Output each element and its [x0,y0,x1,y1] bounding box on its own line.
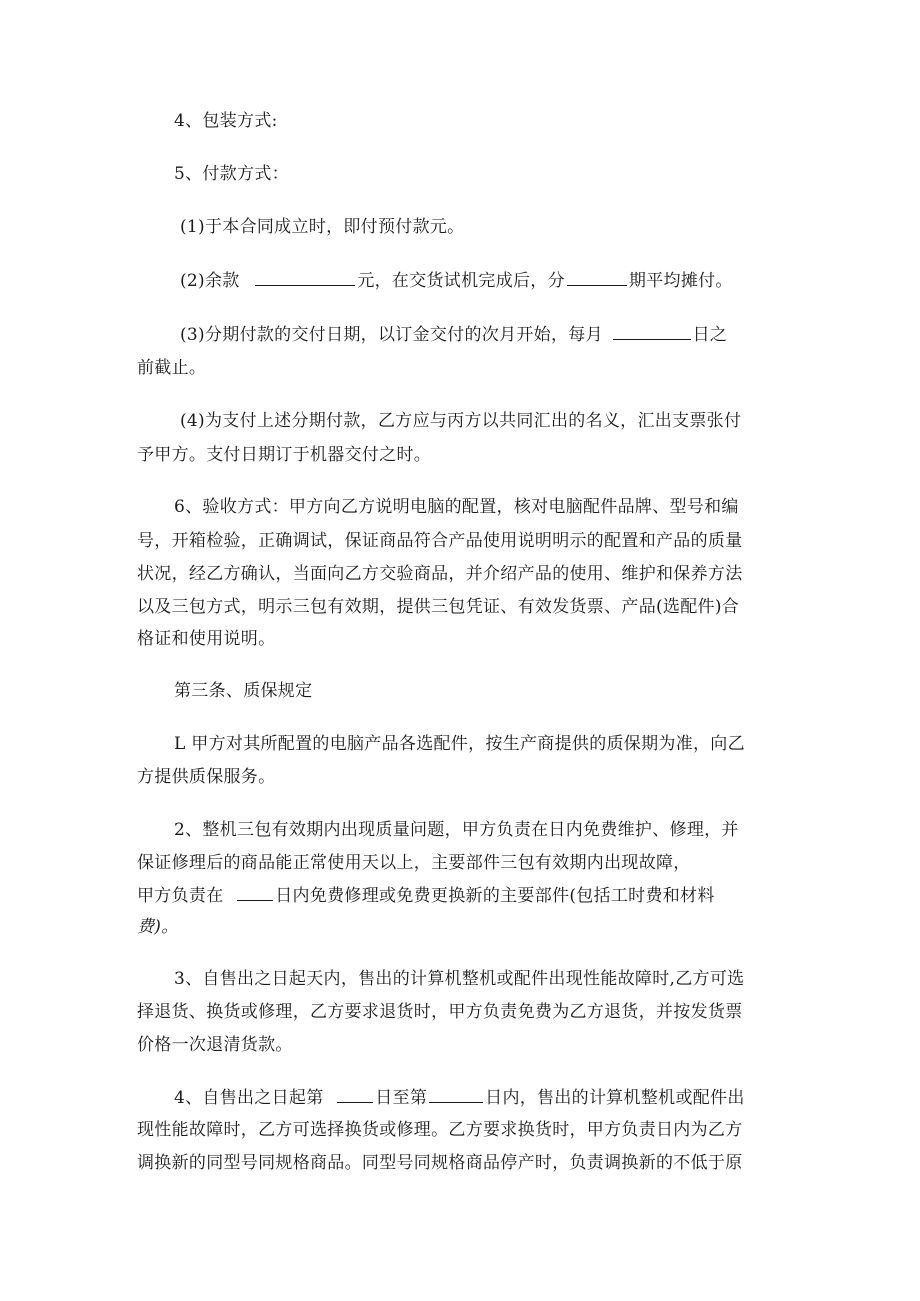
item5-payment [174,163,289,185]
item6-text-2: 号，开箱检验，正确调试，保证商品符合产品使用说明明示的配置和产品的质量 [137,531,743,551]
quality-2-text-3b: 日内免费修理或免费更换新的主要部件(包括工时费和材料 [275,886,715,906]
quality-4-text-2: 现性能故障时，乙方可选择换货或修理。乙方要求换货时，甲方负责日内为乙方 [137,1120,743,1140]
item6-text-5: 格证和使用说明。 [137,629,276,649]
payment-clause-4-line1 [180,410,741,432]
quality-1-line2 [137,766,275,788]
blank-repair-days [237,884,273,901]
item4-packing [174,110,278,132]
blank-end-day [429,1086,483,1103]
quality-2-line3 [137,884,715,907]
payment-clause-3-b: 日之 [692,325,728,345]
quality-2-text-3a: 甲方负责在 [137,886,224,906]
item6-line4 [137,596,739,618]
payment-clause-4-line2 [137,444,431,466]
payment-clause-4-a: (4)为支付上述分期付款，乙方应与丙方以共同汇出的名义，汇出支票张付 [180,411,742,431]
quality-4-text-3: 调换新的同型号同规格商品。同型号同规格商品停产时，负责调换新的不低于原 [137,1153,743,1173]
item6-line2 [137,530,743,552]
quality-2-line4 [137,916,179,938]
payment-clause-3-line1 [180,323,727,346]
blank-installments [567,269,627,286]
quality-4-line2 [137,1119,743,1141]
item6-line3 [137,563,743,585]
payment-clause-1-text: (1)于本合同成立时，即付预付款元。 [180,217,465,237]
quality-2-text-4: 费)。 [137,917,179,937]
payment-clause-2-c: 期平均摊付。 [628,271,733,291]
quality-4-line3 [137,1152,743,1174]
item6-text-4: 以及三包方式，明示三包有效期，提供三包凭证、有效发货票、产品(选配件)合 [137,597,740,617]
quality-3-text-2: 择退货、换货或修理，乙方要求退货时，甲方负责免费为乙方退货，并按发货票 [137,1002,743,1022]
payment-clause-3-line2 [137,357,206,379]
quality-1-text-2: 方提供质保服务。 [137,767,276,787]
quality-3-text-3: 价格一次退清货款。 [137,1035,293,1055]
payment-clause-4-b: 予甲方。支付日期订于机器交付之时。 [137,445,432,465]
item6-text-3: 状况，经乙方确认，当面向乙方交验商品，并介绍产品的使用、维护和保养方法 [137,564,743,584]
item6-line1 [174,496,739,518]
quality-4-text-1b: 日至第 [375,1088,428,1108]
blank-remaining-amount [255,269,355,286]
payment-clause-2 [180,269,733,292]
item6-text-1: 6、验收方式：甲方向乙方说明电脑的配置，核对电脑配件品牌、型号和编 [174,497,739,517]
payment-clause-1 [180,216,464,238]
item5-text: 5、付款方式： [174,164,289,184]
blank-start-day [337,1086,373,1103]
payment-clause-2-a: (2)余款 [180,271,240,291]
quality-2-line1 [174,819,739,841]
payment-clause-3-a: (3)分期付款的交付日期，以订金交付的次月开始，每月 [180,325,603,345]
quality-1-text-1: L 甲方对其所配置的电脑产品各选配件，按生产商提供的质保期为准，向乙 [174,734,745,754]
quality-3-line3 [137,1034,293,1056]
item6-line5 [137,628,275,650]
article3-title-text: 第三条、质保规定 [174,681,313,701]
payment-clause-3-c: 前截止。 [137,358,207,378]
quality-4-text-1c: 日内，售出的计算机整机或配件出 [485,1088,745,1108]
quality-2-text-2: 保证修理后的商品能正常使用天以上，主要部件三包有效期内出现故障， [137,853,691,873]
article3-title [174,680,312,702]
quality-3-line2 [137,1001,743,1023]
quality-3-text-1: 3、自售出之日起天内，售出的计算机整机或配件出现性能故障时,乙方可选 [174,969,745,989]
quality-3-line1 [174,968,744,990]
quality-2-line2 [137,852,691,874]
quality-4-line1 [174,1086,745,1109]
blank-monthly-day [613,323,691,340]
item4-text: 4、包装方式: [174,111,278,131]
quality-2-text-1: 2、整机三包有效期内出现质量问题，甲方负责在日内免费维护、修理，并 [174,820,739,840]
quality-4-text-1a: 4、自售出之日起第 [174,1088,324,1108]
payment-clause-2-b: 元，在交货试机完成后，分 [357,271,565,291]
quality-1-line1 [174,733,745,755]
